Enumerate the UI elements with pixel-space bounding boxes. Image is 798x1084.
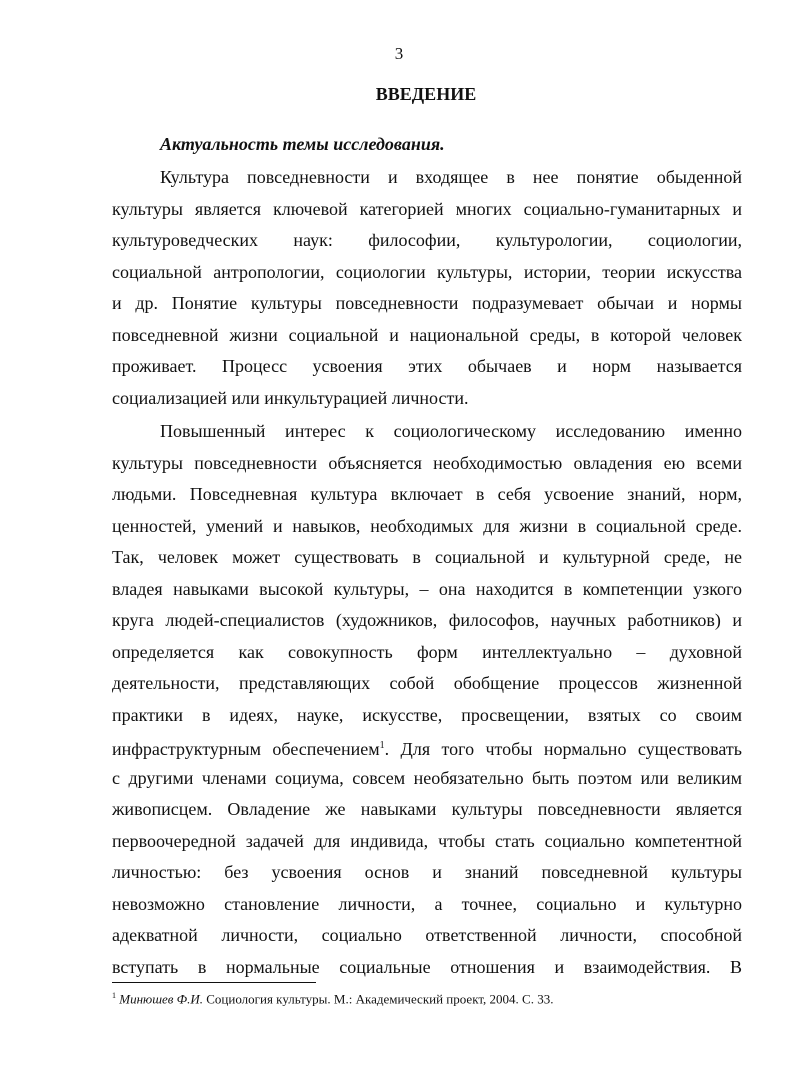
footnote-reference[interactable]: 1 (379, 740, 385, 751)
text-line: живописцем. Овладение же навыками культуры повседневности является (112, 799, 742, 819)
text-line: практики в идеях, науке, искусстве, просвещении, взятых со своим (112, 704, 742, 725)
text-line: круга людей-специалистов (художников, философов, научных работников) и (112, 610, 742, 630)
text-line: невозможно становление личности, а точнее, социально и культурно (112, 893, 742, 914)
text-line: Так, человек может существовать в социальной и культурной среде, не (112, 547, 742, 567)
text-line: первоочередной задачей для индивида, чтобы стать социально компетентной (112, 830, 742, 851)
text-line: ценностей, умений и навыков, необходимых для жизни в социальной среде. (112, 515, 742, 536)
section-title: ВВЕДЕНИЕ (375, 84, 477, 104)
text-line: владея навыками высокой культуры, – она находится в компетенции узкого (112, 578, 742, 599)
text-line: определяется как совокупность форм интеллектуально – духовной (112, 641, 742, 662)
text-line: культуры повседневности объясняется необходимостью овладения ею всеми (112, 452, 742, 473)
footnote-author: Минюшев Ф.И. (119, 991, 204, 1007)
text-fragment: инфраструктурным обеспечением (112, 739, 380, 759)
text-line: культуроведческих наук: философии, культурологии, социологии, (112, 230, 742, 250)
text-line: повседневной жизни социальной и национальной среды, в которой человек (112, 324, 742, 345)
text-line: с другими членами социума, совсем необязательно быть поэтом или великим (112, 767, 742, 788)
text-line: деятельности, представляющих собой обобщение процессов жизненной (112, 673, 742, 693)
text-line: людьми. Повседневная культура включает в себя усвоение знаний, норм, (112, 484, 742, 504)
footnote (112, 991, 553, 1007)
footnote-text: Социология культуры. М.: Академический проект, 2004. С. 33. (203, 991, 554, 1007)
text-line: личностью: без усвоения основ и знаний повседневной культуры (112, 862, 742, 882)
text-line: Культура повседневности и входящее в нее понятие обыденной (160, 167, 742, 187)
body-text (112, 166, 742, 987)
text-fragment: . Для того чтобы нормально существовать (384, 739, 743, 759)
text-line: проживает. Процесс усвоения этих обычаев и норм называется (112, 356, 742, 376)
text-line: социализацией или инкультурацией личности. (112, 387, 469, 408)
text-line: Повышенный интерес к социологическому исследованию именно (160, 421, 742, 441)
subsection-heading: Актуальность темы исследования. (160, 134, 445, 154)
text-line: культуры является ключевой категорией многих социально-гуманитарных и (112, 198, 742, 219)
page-number: 3 (394, 44, 404, 63)
footnote-separator (112, 982, 316, 983)
text-line: адекватной личности, социально ответственной личности, способной (112, 925, 742, 945)
footnote-mark: 1 (112, 991, 116, 1000)
text-line: и др. Понятие культуры повседневности подразумевает обычаи и нормы (112, 293, 742, 313)
text-line: социальной антропологии, социологии культуры, истории, теории искусства (112, 261, 742, 282)
text-line: вступать в нормальные социальные отношения и взаимодействия. В (112, 956, 742, 977)
text-line-with-footnote (112, 735, 742, 767)
